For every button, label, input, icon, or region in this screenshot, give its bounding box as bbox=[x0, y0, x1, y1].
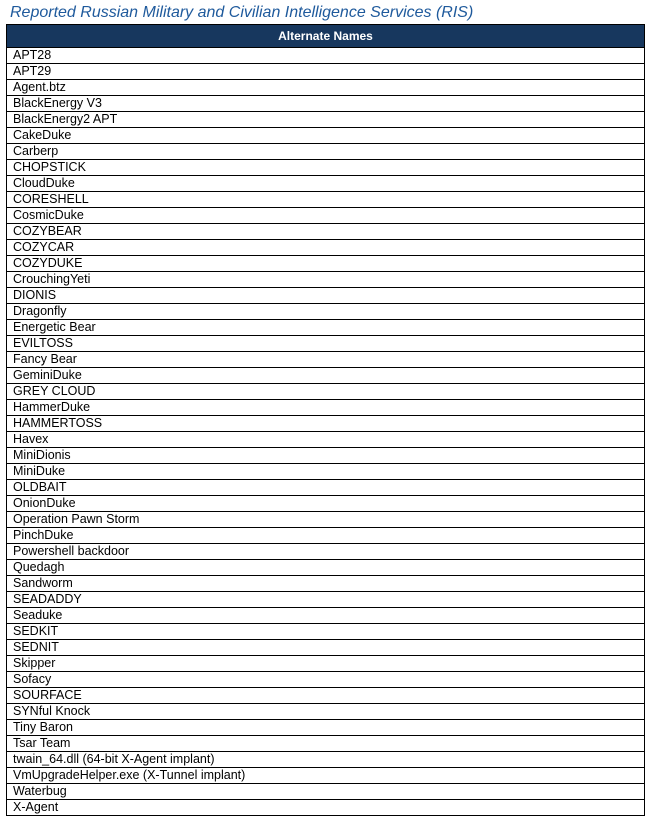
alternate-name-cell: BlackEnergy V3 bbox=[7, 96, 645, 112]
table-row bbox=[7, 496, 645, 512]
table-row bbox=[7, 624, 645, 640]
alternate-name-cell: CHOPSTICK bbox=[7, 160, 645, 176]
table-row bbox=[7, 560, 645, 576]
table-row bbox=[7, 448, 645, 464]
table-row bbox=[7, 192, 645, 208]
table-row bbox=[7, 800, 645, 816]
table-row bbox=[7, 544, 645, 560]
alternate-name-cell: Operation Pawn Storm bbox=[7, 512, 645, 528]
table-row bbox=[7, 288, 645, 304]
alternate-name-cell: X-Agent bbox=[7, 800, 645, 816]
table-body bbox=[7, 48, 645, 816]
alternate-name-cell: MiniDionis bbox=[7, 448, 645, 464]
alternate-name-cell: twain_64.dll (64-bit X-Agent implant) bbox=[7, 752, 645, 768]
table-row bbox=[7, 720, 645, 736]
alternate-name-cell: SYNful Knock bbox=[7, 704, 645, 720]
alternate-name-cell: Powershell backdoor bbox=[7, 544, 645, 560]
table-row bbox=[7, 704, 645, 720]
table-row bbox=[7, 480, 645, 496]
table-row bbox=[7, 640, 645, 656]
alternate-name-cell: OLDBAIT bbox=[7, 480, 645, 496]
alternate-name-cell: Quedagh bbox=[7, 560, 645, 576]
table-row bbox=[7, 656, 645, 672]
table-row bbox=[7, 112, 645, 128]
table-row bbox=[7, 272, 645, 288]
table-row bbox=[7, 224, 645, 240]
table-row bbox=[7, 512, 645, 528]
table-row bbox=[7, 320, 645, 336]
alternate-name-cell: CakeDuke bbox=[7, 128, 645, 144]
alternate-name-cell: CrouchingYeti bbox=[7, 272, 645, 288]
alternate-name-cell: SOURFACE bbox=[7, 688, 645, 704]
table-row bbox=[7, 416, 645, 432]
alternate-name-cell: Agent.btz bbox=[7, 80, 645, 96]
alternate-name-cell: VmUpgradeHelper.exe (X-Tunnel implant) bbox=[7, 768, 645, 784]
alternate-name-cell: SEADADDY bbox=[7, 592, 645, 608]
alternate-name-cell: DIONIS bbox=[7, 288, 645, 304]
alternate-name-cell: Skipper bbox=[7, 656, 645, 672]
alternate-name-cell: Tiny Baron bbox=[7, 720, 645, 736]
alternate-name-cell: HAMMERTOSS bbox=[7, 416, 645, 432]
table-row bbox=[7, 688, 645, 704]
alternate-name-cell: COZYDUKE bbox=[7, 256, 645, 272]
table-header-row bbox=[7, 25, 645, 48]
alternate-name-cell: COZYBEAR bbox=[7, 224, 645, 240]
alternate-name-cell: MiniDuke bbox=[7, 464, 645, 480]
alternate-name-cell: CloudDuke bbox=[7, 176, 645, 192]
table-row bbox=[7, 352, 645, 368]
alternate-name-cell: PinchDuke bbox=[7, 528, 645, 544]
alternate-names-table bbox=[6, 24, 645, 816]
alternate-name-cell: Dragonfly bbox=[7, 304, 645, 320]
alternate-name-cell: COZYCAR bbox=[7, 240, 645, 256]
alternate-name-cell: Tsar Team bbox=[7, 736, 645, 752]
alternate-name-cell: HammerDuke bbox=[7, 400, 645, 416]
table-row bbox=[7, 160, 645, 176]
table-row bbox=[7, 736, 645, 752]
alternate-name-cell: Carberp bbox=[7, 144, 645, 160]
table-row bbox=[7, 528, 645, 544]
alternate-name-cell: Seaduke bbox=[7, 608, 645, 624]
table-row bbox=[7, 464, 645, 480]
alternate-name-cell: APT29 bbox=[7, 64, 645, 80]
table-row bbox=[7, 400, 645, 416]
table-row bbox=[7, 784, 645, 800]
table-row bbox=[7, 768, 645, 784]
table-row bbox=[7, 64, 645, 80]
alternate-name-cell: SEDKIT bbox=[7, 624, 645, 640]
column-header-alternate-names: Alternate Names bbox=[7, 25, 645, 48]
alternate-name-cell: SEDNIT bbox=[7, 640, 645, 656]
alternate-name-cell: EVILTOSS bbox=[7, 336, 645, 352]
alternate-name-cell: Energetic Bear bbox=[7, 320, 645, 336]
table-row bbox=[7, 208, 645, 224]
alternate-name-cell: GeminiDuke bbox=[7, 368, 645, 384]
table-row bbox=[7, 256, 645, 272]
table-row bbox=[7, 176, 645, 192]
table-row bbox=[7, 592, 645, 608]
alternate-name-cell: GREY CLOUD bbox=[7, 384, 645, 400]
table-row bbox=[7, 240, 645, 256]
alternate-name-cell: Sandworm bbox=[7, 576, 645, 592]
alternate-name-cell: Waterbug bbox=[7, 784, 645, 800]
alternate-name-cell: CORESHELL bbox=[7, 192, 645, 208]
table-row bbox=[7, 96, 645, 112]
table-row bbox=[7, 608, 645, 624]
alternate-name-cell: Sofacy bbox=[7, 672, 645, 688]
alternate-name-cell: CosmicDuke bbox=[7, 208, 645, 224]
table-row bbox=[7, 576, 645, 592]
alternate-name-cell: BlackEnergy2 APT bbox=[7, 112, 645, 128]
table-row bbox=[7, 336, 645, 352]
alternate-name-cell: Fancy Bear bbox=[7, 352, 645, 368]
alternate-name-cell: OnionDuke bbox=[7, 496, 645, 512]
table-row bbox=[7, 80, 645, 96]
alternate-name-cell: Havex bbox=[7, 432, 645, 448]
table-row bbox=[7, 672, 645, 688]
table-row bbox=[7, 128, 645, 144]
table-row bbox=[7, 48, 645, 64]
table-row bbox=[7, 384, 645, 400]
table-row bbox=[7, 368, 645, 384]
table-row bbox=[7, 304, 645, 320]
alternate-name-cell: APT28 bbox=[7, 48, 645, 64]
table-row bbox=[7, 432, 645, 448]
table-row bbox=[7, 752, 645, 768]
document-title: Reported Russian Military and Civilian Intelligence Services (RIS) bbox=[10, 4, 474, 21]
table-row bbox=[7, 144, 645, 160]
